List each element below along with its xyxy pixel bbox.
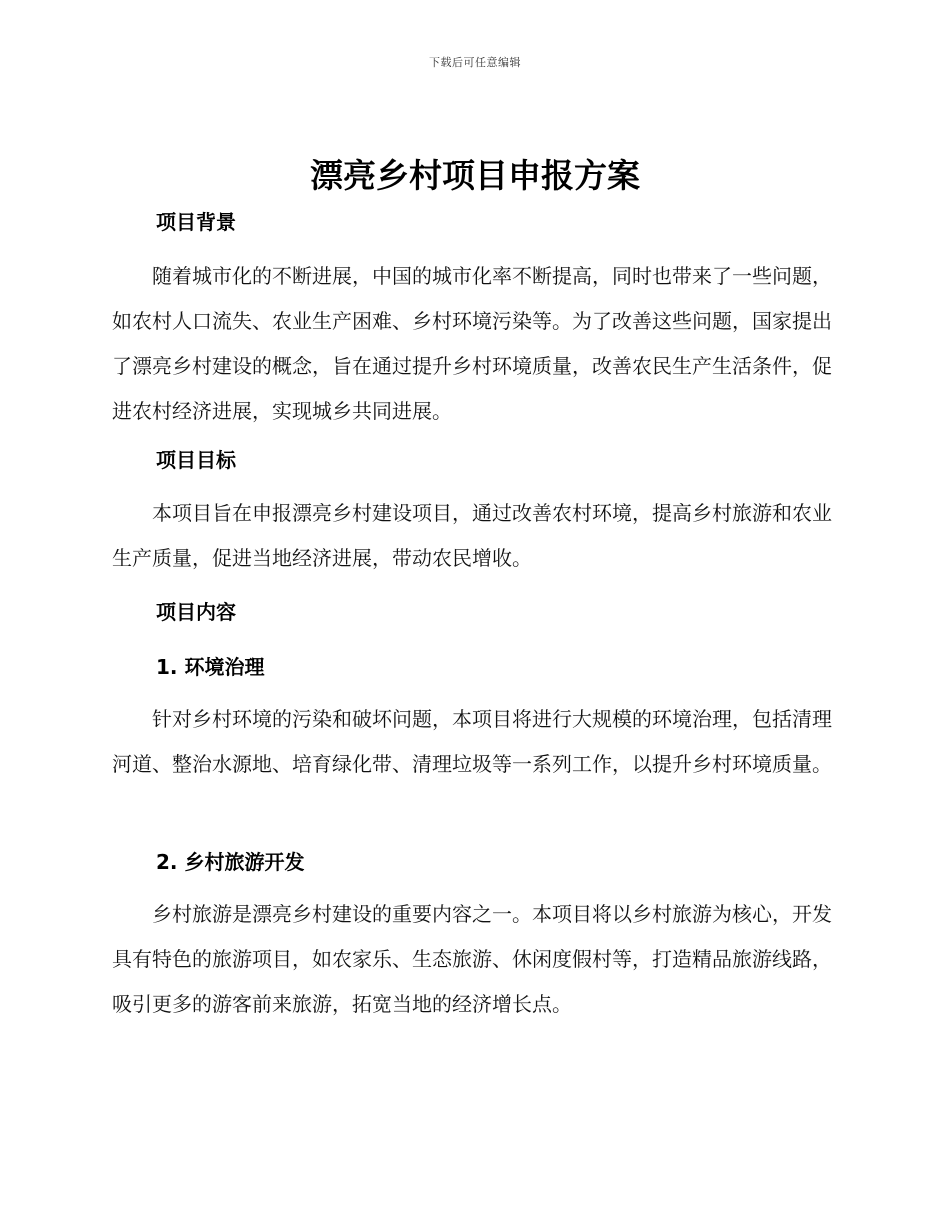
subsection-heading-environment: 1. 环境治理 <box>156 655 265 679</box>
section-text-background: 随着城市化的不断进展，中国的城市化率不断提高，同时也带来了一些问题，如农村人口流失、农业生产困难、乡村环境污染等。为了改善这些问题，国家提出了漂亮乡村建设的概念，旨在通过提升乡村环境质量，改善农民生产生活条件，促进农村经济进展，实现城乡共同进展。 <box>112 264 832 423</box>
section-heading-content: 项目内容 <box>156 600 236 624</box>
document-title: 漂亮乡村项目申报方案 <box>310 156 640 195</box>
page-header-note: 下载后可任意编辑 <box>429 56 521 69</box>
subsection-heading-tourism: 2. 乡村旅游开发 <box>156 850 305 874</box>
subsection-text-tourism: 乡村旅游是漂亮乡村建设的重要内容之一。本项目将以乡村旅游为核心，开发具有特色的旅游项目，如农家乐、生态旅游、休闲度假村等，打造精品旅游线路，吸引更多的游客前来旅游，拓宽当地的经济增长点。 <box>112 902 832 1016</box>
subsection-text-environment: 针对乡村环境的污染和破坏问题，本项目将进行大规模的环境治理，包括清理河道、整治水源地、培育绿化带、清理垃圾等一系列工作，以提升乡村环境质量。 <box>112 707 832 776</box>
section-heading-background: 项目背景 <box>156 210 236 234</box>
section-heading-goal: 项目目标 <box>156 448 236 472</box>
section-text-goal: 本项目旨在申报漂亮乡村建设项目，通过改善农村环境，提高乡村旅游和农业生产质量，促进当地经济进展，带动农民增收。 <box>112 501 832 570</box>
